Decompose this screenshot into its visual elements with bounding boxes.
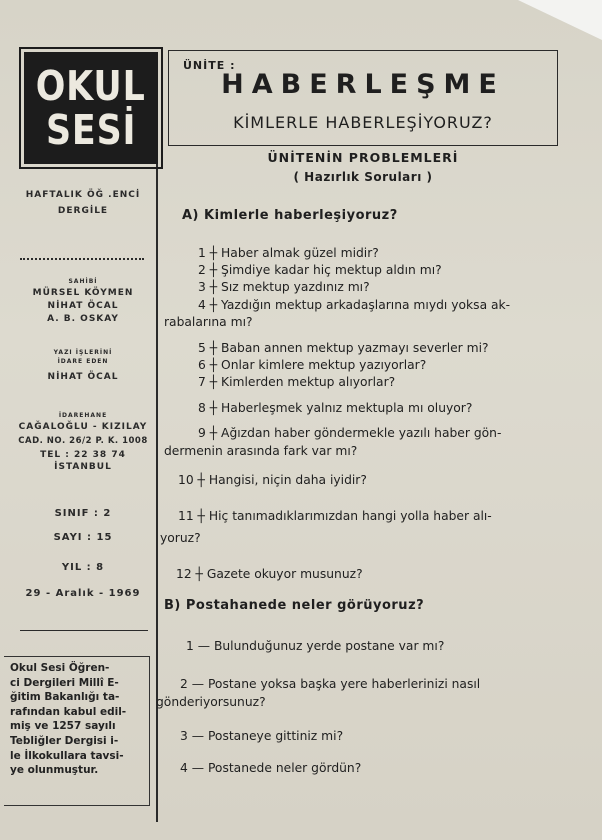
- office-label: İDAREHANE: [58, 412, 108, 419]
- logo-line-2: SESİ: [45, 106, 137, 154]
- editor-label-1: YAZI İŞLERİNİ: [53, 349, 113, 356]
- notice-line: Tebliğler Dergisi i-: [10, 734, 119, 747]
- logo-line-1: OKUL: [36, 62, 146, 110]
- section-a-title: A) Kimlerle haberleşiyoruz?: [182, 208, 398, 223]
- notice-line: Okul Sesi Öğren-: [10, 662, 110, 674]
- problems-subtitle: ( Hazırlık Soruları ): [293, 170, 433, 184]
- okul-sesi-logo: [24, 52, 158, 164]
- notice-line: ğitim Bakanlığı ta-: [10, 691, 120, 704]
- question-a6: 6 ┼ Onlar kimlere mektup yazıyorlar?: [198, 358, 427, 372]
- question-a9: 9 ┼ Ağızdan haber göndermekle yazılı haber gön-: [198, 426, 502, 440]
- question-a1: 1 ┼ Haber almak güzel midir?: [198, 246, 379, 260]
- question-a3: 3 ┼ Sız mektup yazdınız mı?: [198, 280, 370, 294]
- notice-line: ye olunmuştur.: [10, 764, 99, 777]
- subtitle-line-1: HAFTALIK ÖĞ .ENCİ: [25, 190, 141, 200]
- unit-subtitle: KİMLERLE HABERLEŞİYORUZ?: [233, 113, 493, 132]
- notice-line: le İlkokullara tavsi-: [10, 749, 124, 762]
- question-b2-cont: gönderiyorsunuz?: [156, 695, 266, 709]
- question-a12: 12 ┼ Gazete okuyor musunuz?: [176, 567, 363, 581]
- owner-1: MÜRSEL KÖYMEN: [32, 288, 134, 298]
- question-a4: 4 ┼ Yazdığın mektup arkadaşlarına mıydı yoksa ak-: [198, 298, 511, 312]
- question-b4: 4 — Postanede neler gördün?: [180, 761, 362, 775]
- question-a7: 7 ┼ Kimlerden mektup alıyorlar?: [198, 375, 396, 389]
- address-1: CAĞALOĞLU - KIZILAY: [18, 422, 148, 432]
- unit-label: ÜNİTE :: [183, 59, 236, 72]
- address-2: CAD. NO. 26/2 P. K. 1008: [18, 436, 148, 446]
- unit-header-box: [168, 50, 558, 146]
- question-a4-cont: rabalarına mı?: [164, 315, 253, 329]
- question-b3: 3 — Postaneye gittiniz mi?: [180, 729, 344, 743]
- question-b1: 1 — Bulunduğunuz yerde postane var mı?: [186, 639, 445, 653]
- subtitle-line-2: DERGİLE: [57, 206, 109, 216]
- divider: [20, 630, 148, 631]
- owner-2: NİHAT ÖCAL: [47, 301, 119, 311]
- question-a11-cont: yoruz?: [160, 531, 201, 545]
- question-a5: 5 ┼ Baban annen mektup yazmayı severler mi?: [198, 341, 489, 355]
- notice-line: miş ve 1257 sayılı: [10, 720, 116, 733]
- question-a11: 11 ┼ Hiç tanımadıklarımızdan hangi yolla haber alı-: [178, 509, 492, 523]
- notice-line: ci Dergileri Millî E-: [10, 676, 119, 689]
- question-a9-cont: dermenin arasında fark var mı?: [164, 444, 358, 458]
- editor-label-2: İDARE EDEN: [57, 358, 109, 365]
- issue-number: SAYI : 15: [53, 532, 113, 543]
- class-number: SINIF : 2: [54, 508, 112, 519]
- notice-line: rafından kabul edil-: [10, 705, 127, 718]
- unit-title: HABERLEŞME: [221, 69, 505, 100]
- phone: TEL : 22 38 74: [40, 450, 126, 460]
- question-a8: 8 ┼ Haberleşmek yalnız mektupla mı oluyor?: [198, 401, 473, 415]
- city: İSTANBUL: [54, 462, 112, 472]
- question-a2: 2 ┼ Şimdiye kadar hiç mektup aldın mı?: [198, 263, 442, 277]
- year-number: YIL : 8: [61, 562, 105, 573]
- divider: [20, 258, 144, 260]
- question-a10: 10 ┼ Hangisi, niçin daha iyidir?: [178, 473, 367, 487]
- ministry-notice: [4, 656, 150, 806]
- owner-label: SAHİBİ: [68, 278, 98, 285]
- section-b-title: B) Postahanede neler görüyoruz?: [164, 598, 425, 613]
- editor-name: NİHAT ÖCAL: [47, 372, 119, 382]
- question-b2: 2 — Postane yoksa başka yere haberlerinizi nasıl: [180, 677, 481, 691]
- owner-3: A. B. OSKAY: [47, 314, 119, 324]
- problems-title: ÜNİTENİN PROBLEMLERİ: [267, 150, 459, 165]
- issue-date: 29 - Aralık - 1969: [25, 588, 141, 599]
